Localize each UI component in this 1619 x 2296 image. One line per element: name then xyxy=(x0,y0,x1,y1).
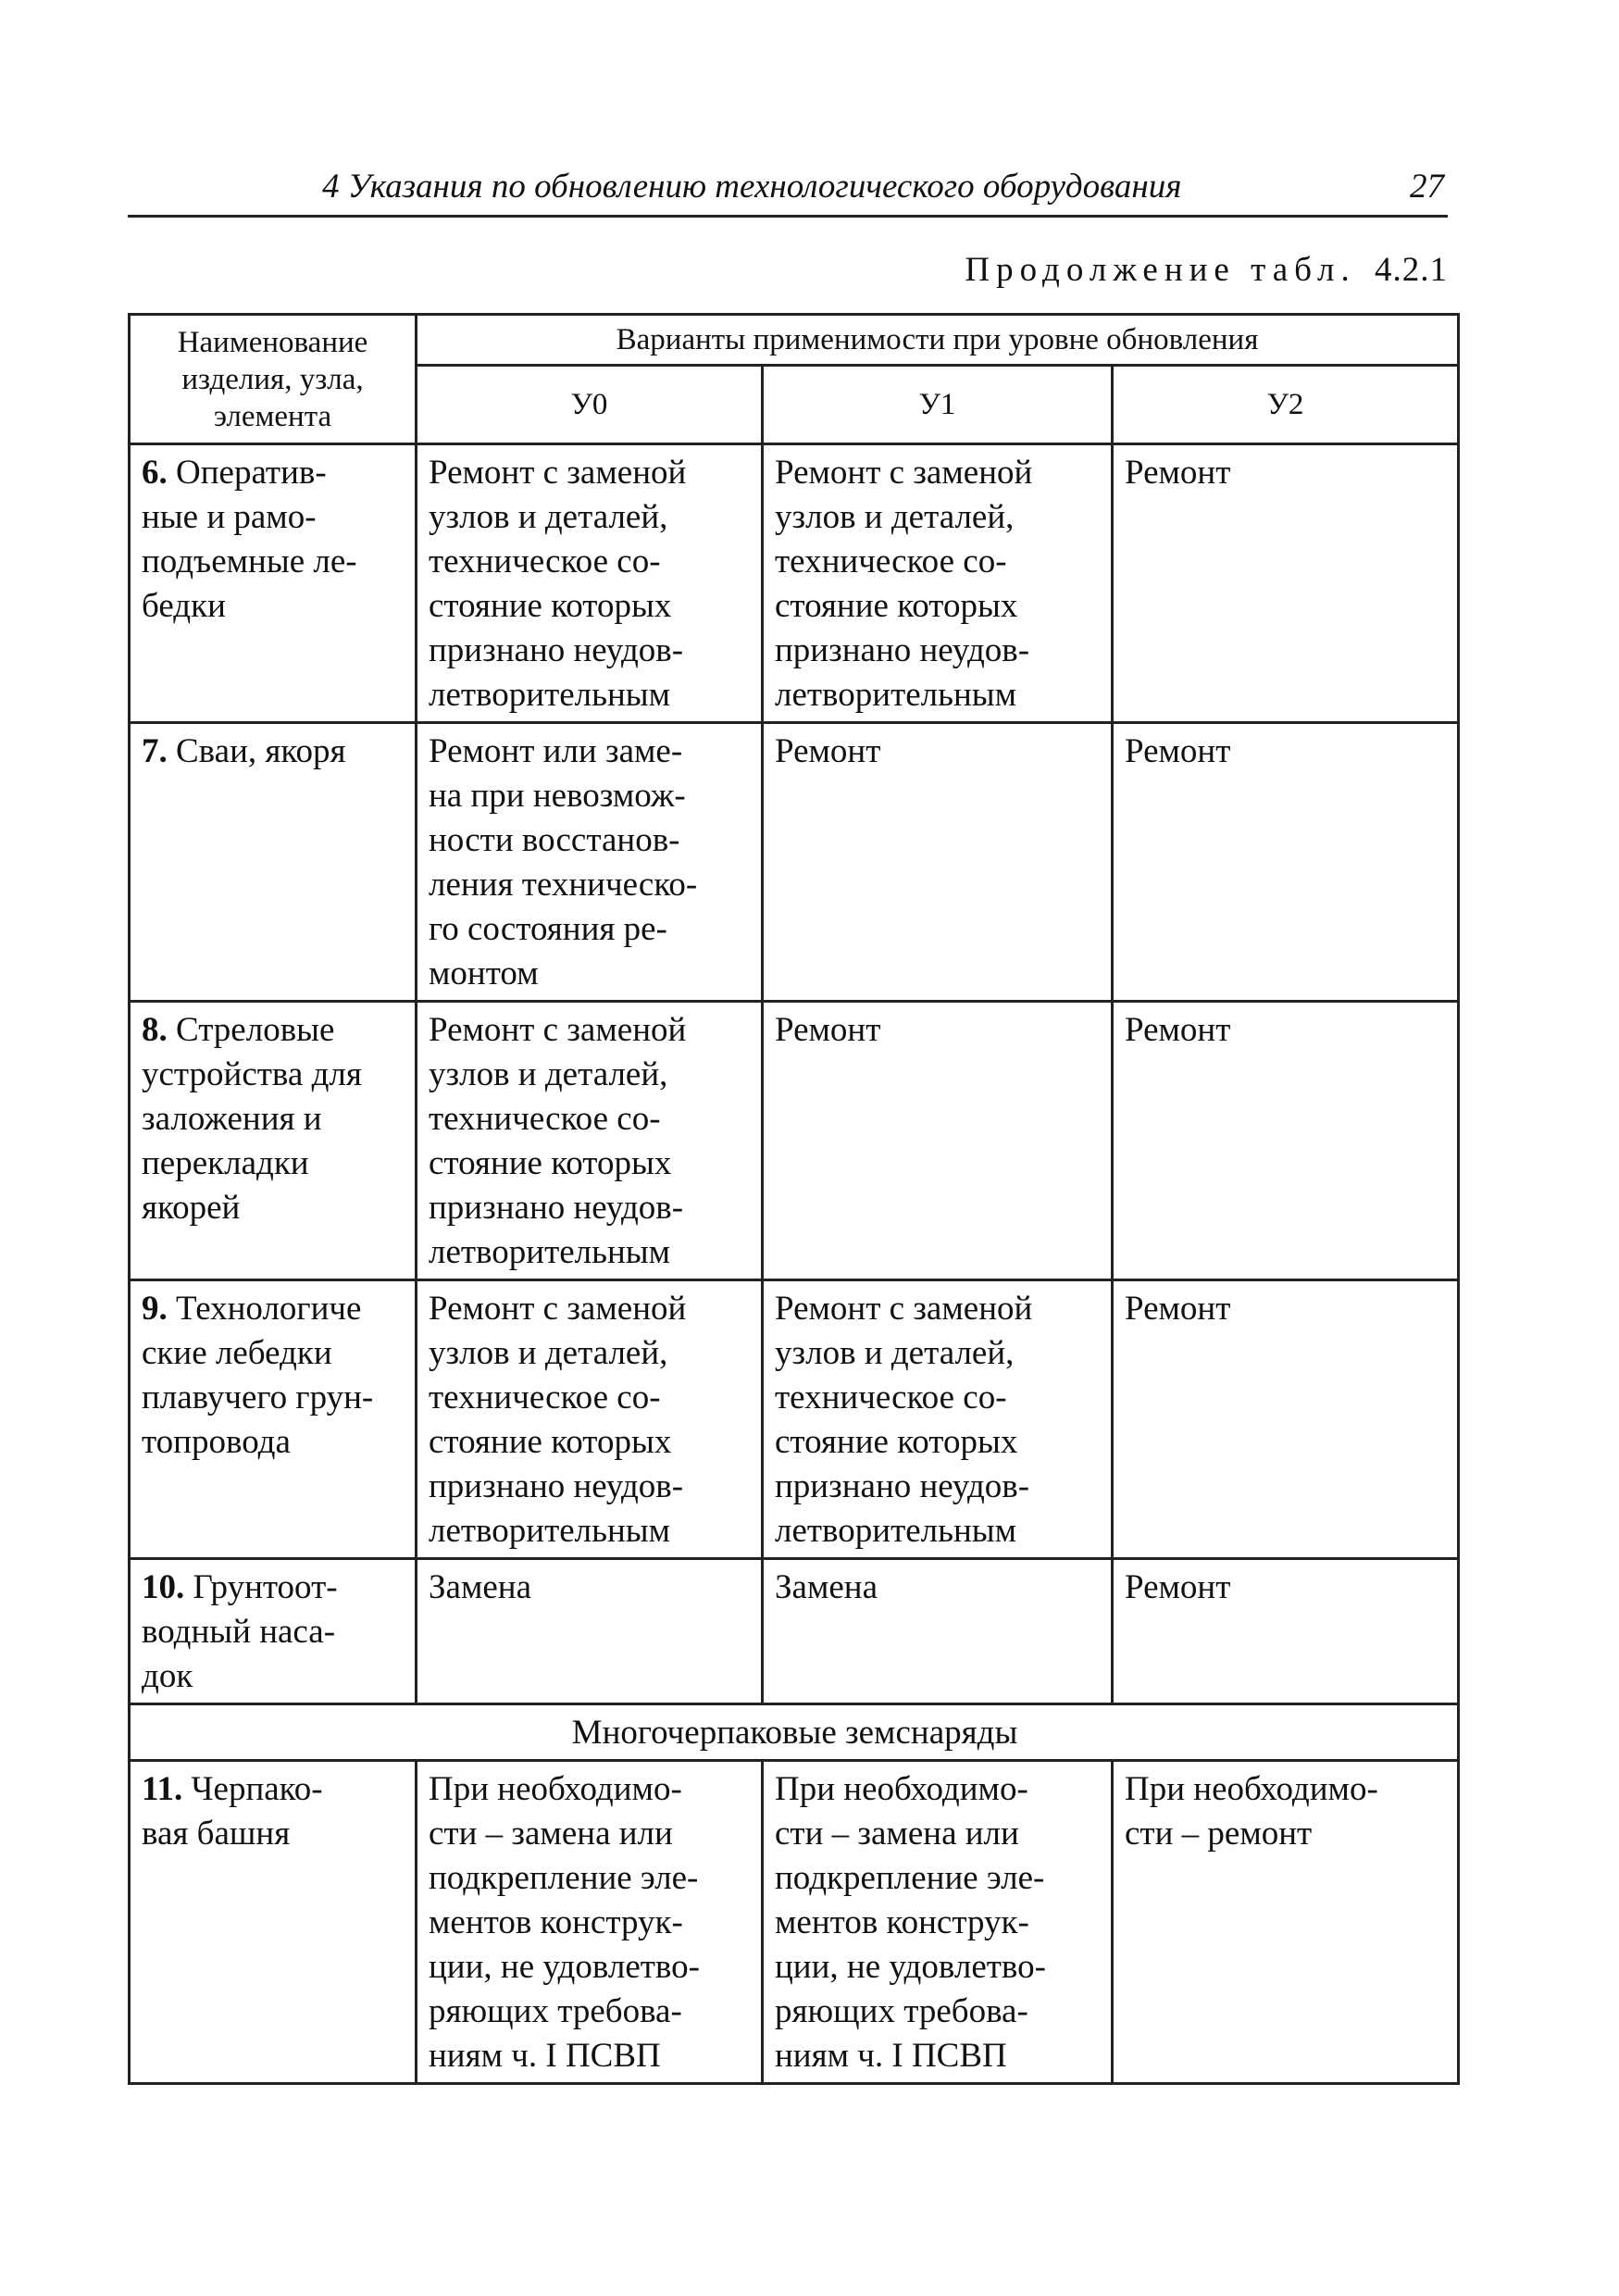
table-row xyxy=(130,1559,1459,1704)
table-caption xyxy=(965,250,1448,290)
item-name-cell xyxy=(130,1002,417,1280)
cell-u0: Ремонт с заменой узлов и деталей, техническое со- стояние которых признано неудов- летворительным xyxy=(417,1280,763,1559)
cell-u2: Ремонт xyxy=(1113,1002,1459,1280)
cell-u0: Ремонт с заменой узлов и деталей, техническое со- стояние которых признано неудов- летворительным xyxy=(417,1002,763,1280)
table-row xyxy=(130,444,1459,723)
cell-u1: Ремонт с заменой узлов и деталей, техническое со- стояние которых признано неудов- летворительным xyxy=(763,444,1113,723)
cell-u1: Ремонт xyxy=(763,1002,1113,1280)
item-name-cell xyxy=(130,1761,417,2084)
level-header-u1: У1 xyxy=(763,366,1113,444)
cell-u0: Ремонт или заме- на при невозмож- ности восстанов- ления техническо- го состояния ре- монтом xyxy=(417,723,763,1002)
cell-u2: Ремонт xyxy=(1113,1559,1459,1704)
table-row xyxy=(130,1002,1459,1280)
header-row-1 xyxy=(130,315,1459,366)
item-name-cell xyxy=(130,723,417,1002)
item-name: Черпако- вая башня xyxy=(142,1770,323,1853)
cell-u1: Ремонт с заменой узлов и деталей, техническое со- стояние которых признано неудов- летворительным xyxy=(763,1280,1113,1559)
item-name-cell xyxy=(130,444,417,723)
item-number: 11. xyxy=(142,1770,183,1808)
item-number: 9. xyxy=(142,1290,168,1328)
item-name-cell xyxy=(130,1559,417,1704)
level-header-u2: У2 xyxy=(1113,366,1459,444)
running-header xyxy=(128,167,1448,218)
cell-u0: При необходимо- сти – замена или подкрепление эле- ментов конструк- ции, не удовлетво- ряющих требова- ниям ч. I ПСВП xyxy=(417,1761,763,2084)
item-name-cell xyxy=(130,1280,417,1559)
variants-header: Варианты применимости при уровне обновления xyxy=(417,315,1459,366)
level-header-u0: У0 xyxy=(417,366,763,444)
header-title: 4 Указания по обновлению технологического оборудования xyxy=(322,168,1182,206)
cell-u1: Ремонт xyxy=(763,723,1113,1002)
section-title: Многочерпаковые земснаряды xyxy=(130,1704,1459,1761)
table-caption-number: 4.2.1 xyxy=(1375,251,1448,289)
table-row xyxy=(130,723,1459,1002)
cell-u2: Ремонт xyxy=(1113,1280,1459,1559)
page-number: 27 xyxy=(1410,168,1444,206)
col-name-header: Наименование изделия, узла, элемента xyxy=(130,315,417,444)
cell-u2: Ремонт xyxy=(1113,723,1459,1002)
table-body-b xyxy=(130,1761,1459,2084)
item-number: 10. xyxy=(142,1568,185,1606)
section-row xyxy=(130,1704,1459,1761)
item-name: Технологиче ские лебедки плавучего грун- топровода xyxy=(142,1290,374,1461)
table-row xyxy=(130,1280,1459,1559)
table-body-a xyxy=(130,444,1459,1704)
item-name: Оператив- ные и рамо- подъемные ле- бедки xyxy=(142,454,357,625)
item-number: 8. xyxy=(142,1011,168,1049)
table-row xyxy=(130,1761,1459,2084)
cell-u2: Ремонт xyxy=(1113,444,1459,723)
section-body xyxy=(130,1704,1459,1761)
cell-u1: При необходимо- сти – замена или подкрепление эле- ментов конструк- ции, не удовлетво- ряющих требова- ниям ч. I ПСВП xyxy=(763,1761,1113,2084)
table-caption-label: Продолжение табл. xyxy=(965,251,1356,289)
cell-u1: Замена xyxy=(763,1559,1113,1704)
cell-u2: При необходимо- сти – ремонт xyxy=(1113,1761,1459,2084)
item-name: Грунтоот- водный наса- док xyxy=(142,1568,338,1695)
item-number: 6. xyxy=(142,454,168,492)
item-number: 7. xyxy=(142,732,168,770)
item-name: Стреловые устройства для заложения и перекладки якорей xyxy=(142,1011,362,1227)
cell-u0: Замена xyxy=(417,1559,763,1704)
renovation-table xyxy=(128,313,1460,2085)
cell-u0: Ремонт с заменой узлов и деталей, техническое со- стояние которых признано неудов- летворительным xyxy=(417,444,763,723)
item-name: Сваи, якоря xyxy=(167,732,346,770)
